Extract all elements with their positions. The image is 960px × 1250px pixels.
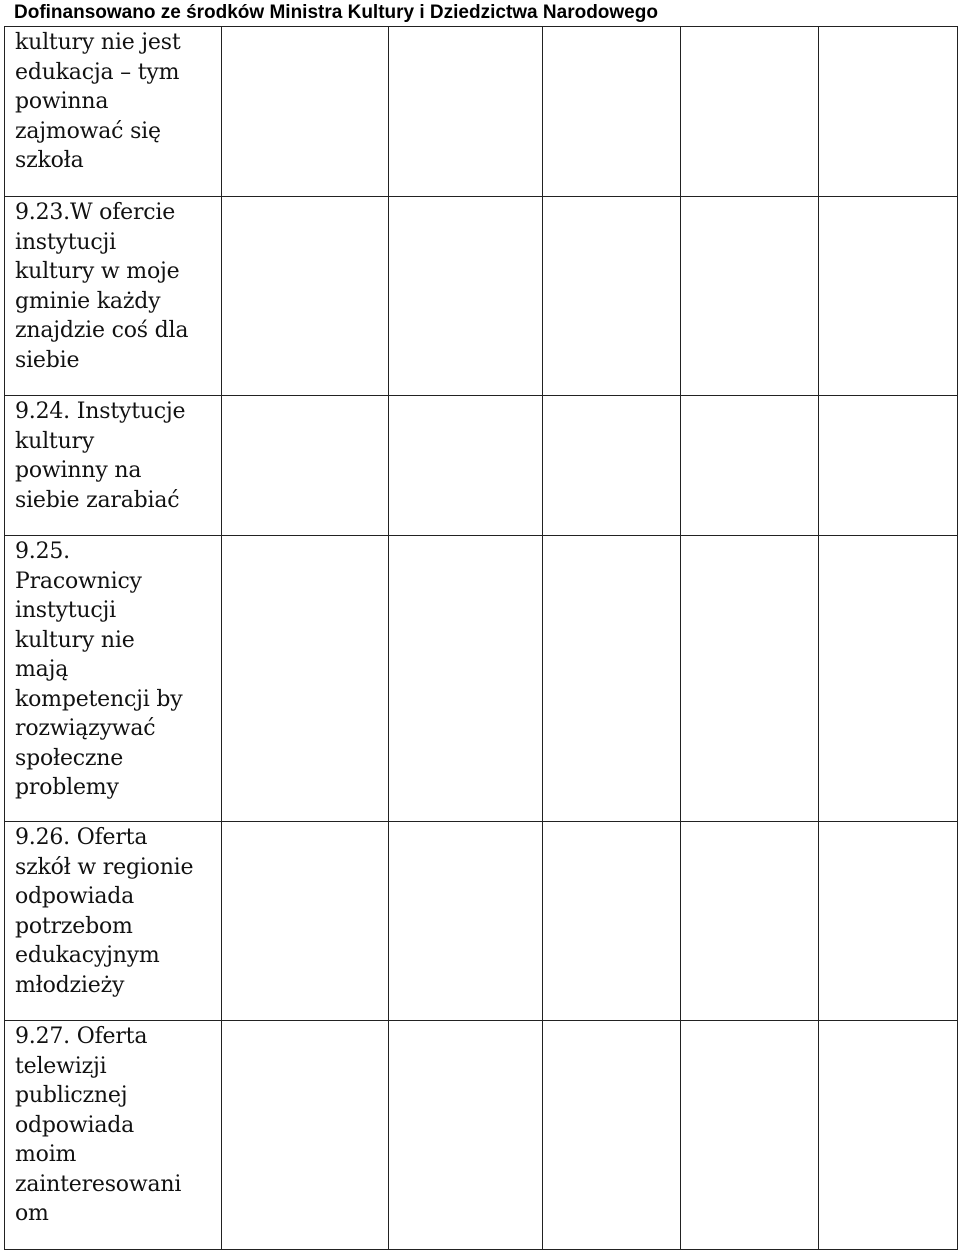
table-row xyxy=(5,27,958,197)
answer-cell[interactable] xyxy=(389,536,543,822)
answer-cell[interactable] xyxy=(389,1021,543,1250)
statement-cell xyxy=(5,197,222,396)
answer-cell[interactable] xyxy=(543,197,681,396)
answer-cell[interactable] xyxy=(222,536,389,822)
answer-cell[interactable] xyxy=(543,27,681,197)
statement-text: 9.26. Oferta szkół w regionie odpowiada potrzebom edukacyjnym młodzieży xyxy=(15,825,194,998)
answer-cell[interactable] xyxy=(681,396,819,536)
statement-text: 9.24. Instytucje kultury powinny na siebie zarabiać xyxy=(15,399,186,513)
funding-header: Dofinansowano ze środków Ministra Kultury i Dziedzictwa Narodowego xyxy=(14,2,658,23)
answer-cell[interactable] xyxy=(819,27,958,197)
answer-cell[interactable] xyxy=(543,536,681,822)
answer-cell[interactable] xyxy=(819,822,958,1021)
answer-cell[interactable] xyxy=(389,396,543,536)
answer-cell[interactable] xyxy=(389,27,543,197)
answer-cell[interactable] xyxy=(543,1021,681,1250)
statement-cell xyxy=(5,396,222,536)
answer-cell[interactable] xyxy=(681,536,819,822)
statement-cell xyxy=(5,1021,222,1250)
answer-cell[interactable] xyxy=(819,536,958,822)
answer-cell[interactable] xyxy=(681,1021,819,1250)
table-row xyxy=(5,822,958,1021)
answer-cell[interactable] xyxy=(681,822,819,1021)
statement-cell xyxy=(5,536,222,822)
table-row xyxy=(5,396,958,536)
statement-text: 9.27. Oferta telewizji publicznej odpowiada moim zainteresowani om xyxy=(15,1024,182,1226)
survey-table xyxy=(4,26,958,1250)
statement-text: 9.25. Pracownicy instytucji kultury nie mają kompetencji by rozwiązywać społeczne problemy xyxy=(15,539,183,800)
table-row xyxy=(5,536,958,822)
answer-cell[interactable] xyxy=(222,27,389,197)
answer-cell[interactable] xyxy=(543,396,681,536)
answer-cell[interactable] xyxy=(819,1021,958,1250)
answer-cell[interactable] xyxy=(222,1021,389,1250)
statement-text: kultury nie jest edukacja – tym powinna zajmować się szkoła xyxy=(15,30,181,173)
answer-cell[interactable] xyxy=(543,822,681,1021)
answer-cell[interactable] xyxy=(819,197,958,396)
answer-cell[interactable] xyxy=(681,27,819,197)
answer-cell[interactable] xyxy=(222,197,389,396)
statement-text: 9.23.W ofercie instytucji kultury w moje gminie każdy znajdzie coś dla siebie xyxy=(15,200,189,373)
statement-cell xyxy=(5,27,222,197)
statement-cell xyxy=(5,822,222,1021)
answer-cell[interactable] xyxy=(222,822,389,1021)
answer-cell[interactable] xyxy=(389,822,543,1021)
answer-cell[interactable] xyxy=(819,396,958,536)
table-row xyxy=(5,197,958,396)
answer-cell[interactable] xyxy=(681,197,819,396)
table-row xyxy=(5,1021,958,1250)
answer-cell[interactable] xyxy=(389,197,543,396)
answer-cell[interactable] xyxy=(222,396,389,536)
